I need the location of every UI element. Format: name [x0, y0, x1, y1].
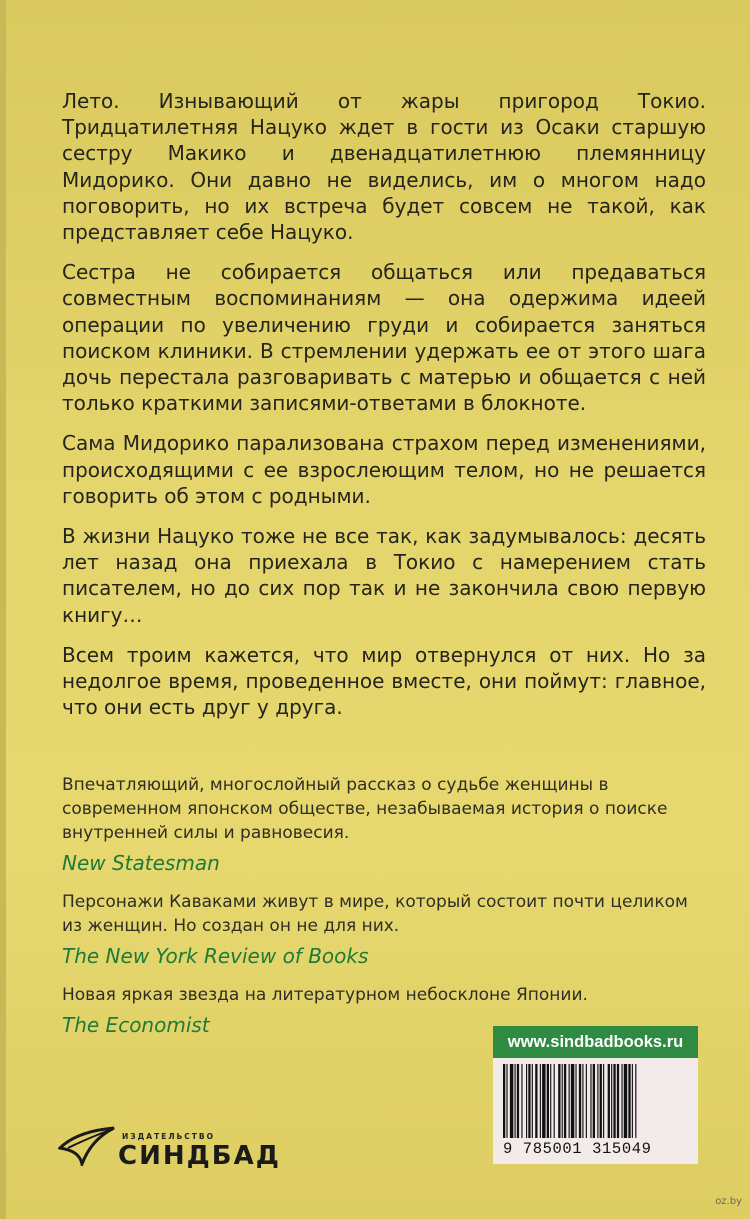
cover-edge — [0, 0, 6, 1219]
review-source: The New York Review of Books — [62, 944, 369, 968]
sail-logo-icon — [58, 1126, 116, 1166]
barcode — [493, 1058, 698, 1164]
blurb-paragraph: В жизни Нацуко тоже не все так, как задумывалось: десять лет назад она приехала в Токио с намерением стать писателем, но до сих пор так и не закончила свою первую книгу… — [62, 524, 706, 627]
review-source: The Economist — [62, 1013, 210, 1037]
publisher-label: ИЗДАТЕЛЬСТВО — [122, 1132, 215, 1141]
blurb-paragraph: Лето. Изнывающий от жары пригород Токио. Тридцатилетняя Нацуко ждет в гости из Осаки старшую сестру Макико и двенадцатилетнюю племянницу Мидорико. Они давно не виделись, им о многом надо поговорить, но их встреча будет совсем не такой, как представляет себе Нацуко. — [62, 89, 706, 245]
review-source: New Statesman — [62, 851, 220, 875]
review-item — [62, 890, 702, 969]
barcode-bars — [503, 1064, 688, 1138]
blurb-paragraph: Сама Мидорико парализована страхом перед изменениями, происходящими с ее взрослеющим телом, но не решается говорить об этом с родными. — [62, 431, 706, 508]
blurb-paragraph: Всем троим кажется, что мир отвернулся от них. Но за недолгое время, проведенное вместе, они поймут: главное, что они есть друг у друга. — [62, 642, 706, 720]
review-text: Новая яркая звезда на литературном небосклоне Японии. — [62, 985, 588, 1005]
publisher-name: СИНДБАД — [118, 1141, 281, 1171]
blurb-paragraph: Сестра не собирается общаться или предаваться совместным воспоминаниям — она одержима идеей операции по увеличению груди и собирается заняться поиском клиники. В стремлении удержать ее от этого шага дочь перестала разговаривать с матерью и общается с ней только краткими записями-ответами в блокноте. — [62, 260, 706, 416]
publisher-logo — [58, 1122, 281, 1172]
review-item — [62, 773, 702, 876]
isbn-number: 9 785001 315049 — [503, 1140, 652, 1158]
book-blurb — [62, 88, 706, 734]
review-text: Персонажи Каваками живут в мире, который состоит почти целиком из женщин. Но создан он не для них. — [62, 892, 688, 936]
press-reviews — [62, 773, 702, 1052]
website-link[interactable]: www.sindbadbooks.ru — [493, 1026, 698, 1058]
watermark: oz.by — [715, 1196, 742, 1207]
review-text: Впечатляющий, многослойный рассказ о судьбе женщины в современном японском обществе, незабываемая история о поиске внутренней силы и равновесия. — [62, 775, 668, 843]
